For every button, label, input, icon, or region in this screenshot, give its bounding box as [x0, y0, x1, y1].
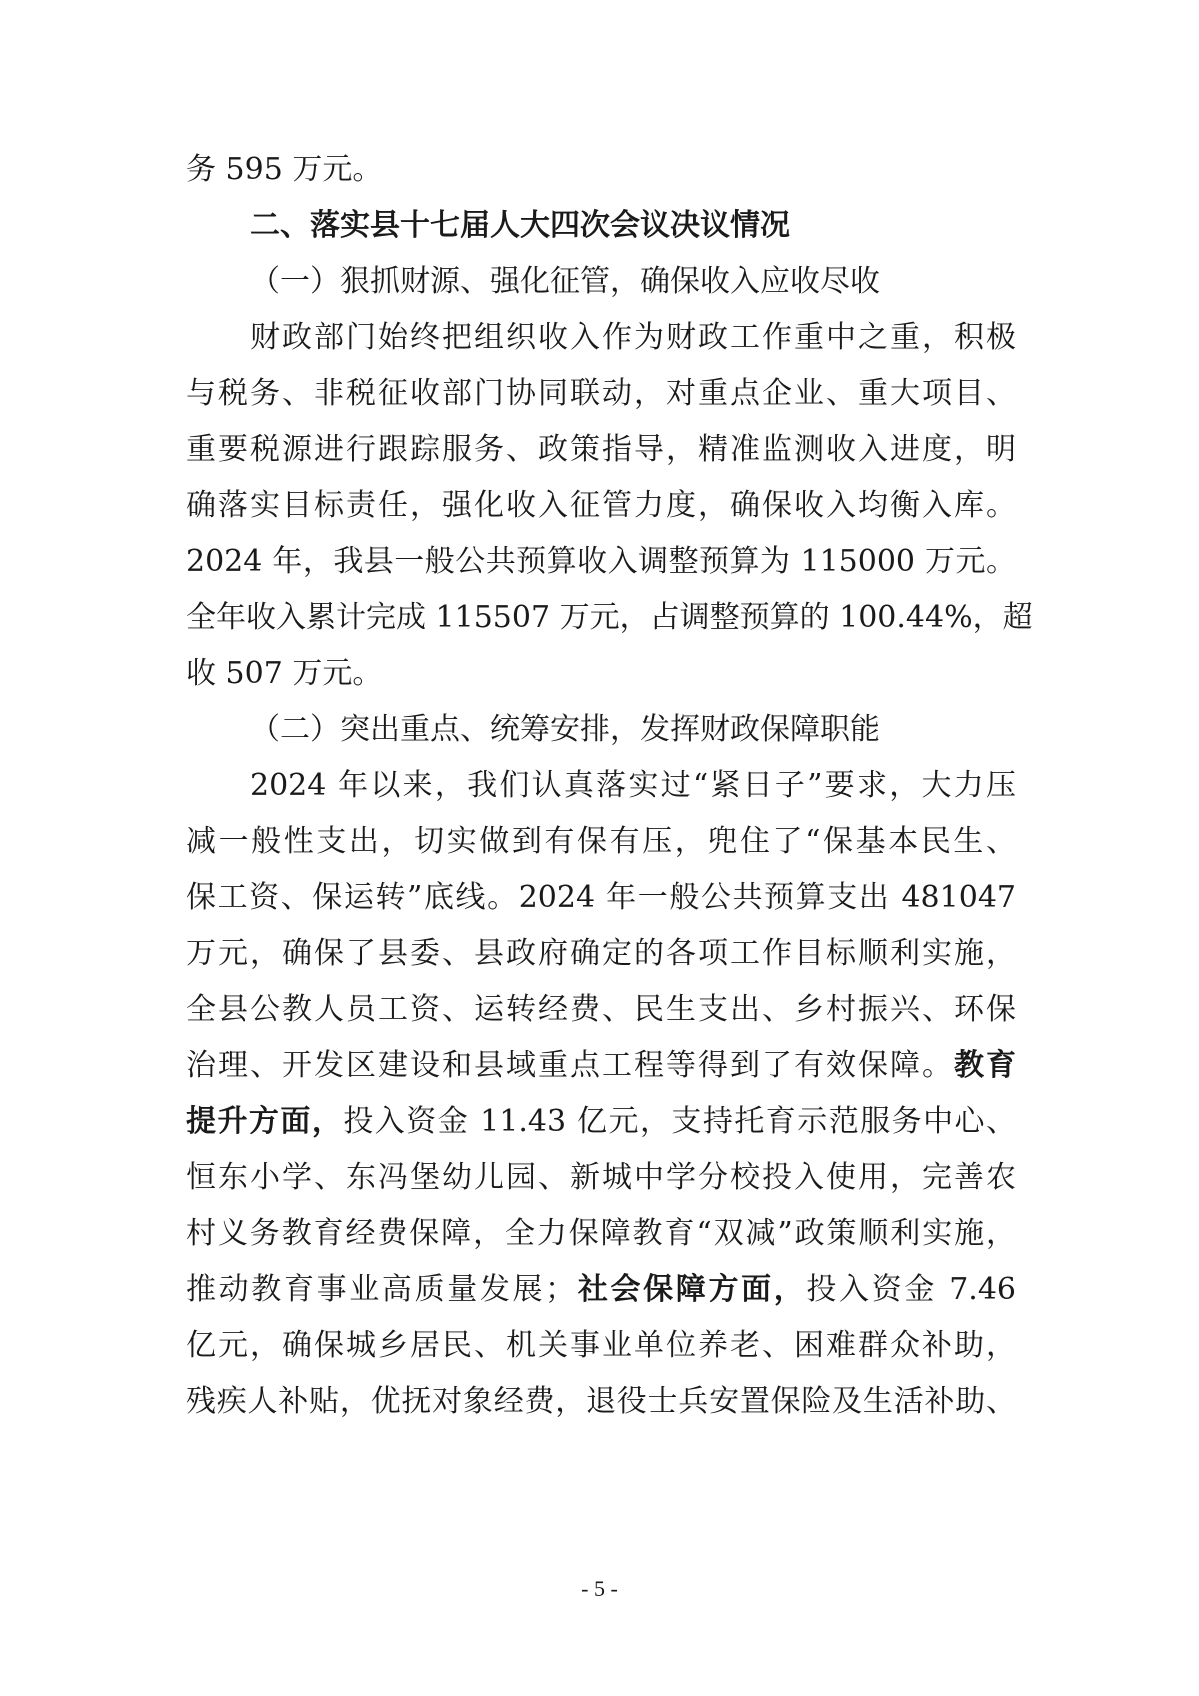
paragraph-line: 与税务、非税征收部门协同联动，对重点企业、重大项目、: [186, 376, 1016, 411]
paragraph-line: 村义务教育经费保障，全力保障教育“双减”政策顺利实施，: [186, 1216, 1016, 1251]
section-heading: 二、落实县十七届人大四次会议决议情况: [250, 208, 790, 243]
paragraph-line: 保工资、保运转”底线。2024 年一般公共预算支出 481047: [186, 880, 1016, 915]
paragraph-line: 全年收入累计完成 115507 万元，占调整预算的 100.44%，超: [186, 600, 1033, 635]
paragraph-line-education-2: [186, 1102, 1016, 1142]
paragraph-line: 2024 年以来，我们认真落实过“紧日子”要求，大力压: [250, 768, 1016, 803]
paragraph-line: 2024 年，我县一般公共预算收入调整预算为 115000 万元。: [186, 544, 1016, 579]
education-rest-text: 投入资金 11.43 亿元，支持托育示范服务中心、: [343, 1104, 1017, 1139]
paragraph-line: 全县公教人员工资、运转经费、民生支出、乡村振兴、环保: [186, 992, 1016, 1027]
education-bold-text-2: 提升方面，: [186, 1104, 344, 1139]
paragraph-line: 财政部门始终把组织收入作为财政工作重中之重，积极: [250, 320, 1016, 355]
subsection-title-2: （二）突出重点、统筹安排，发挥财政保障职能: [250, 712, 880, 747]
paragraph-line: 恒东小学、东冯堡幼儿园、新城中学分校投入使用，完善农: [186, 1160, 1016, 1195]
social-bold-text: 社会保障方面，: [575, 1272, 807, 1307]
paragraph-line: 收 507 万元。: [186, 656, 383, 691]
paragraph-line-social: [186, 1270, 1016, 1310]
paragraph-line: 万元，确保了县委、县政府确定的各项工作目标顺利实施，: [186, 936, 1016, 971]
social-rest-text: 投入资金 7.46: [806, 1272, 1017, 1307]
paragraph-line: 亿元，确保城乡居民、机关事业单位养老、困难群众补助，: [186, 1328, 1016, 1363]
education-bold-text: 教育: [954, 1048, 1016, 1083]
continued-text: 务 595 万元。: [186, 152, 383, 187]
paragraph-line: 减一般性支出，切实做到有保有压，兜住了“保基本民生、: [186, 824, 1016, 859]
paragraph-line: 确落实目标责任，强化收入征管力度，确保收入均衡入库。: [186, 488, 1016, 523]
paragraph-line: 残疾人补贴，优抚对象经费，退役士兵安置保险及生活补助、: [186, 1384, 1016, 1419]
paragraph-line: 重要税源进行跟踪服务、政策指导，精准监测收入进度，明: [186, 432, 1016, 467]
education-pre-text: 治理、开发区建设和县域重点工程等得到了有效保障。: [186, 1048, 954, 1083]
social-pre-text: 推动教育事业高质量发展；: [186, 1272, 576, 1307]
subsection-title-1: （一）狠抓财源、强化征管，确保收入应收尽收: [250, 264, 880, 299]
paragraph-line-education: [186, 1046, 1016, 1086]
page-number: - 5 -: [581, 1576, 618, 1601]
